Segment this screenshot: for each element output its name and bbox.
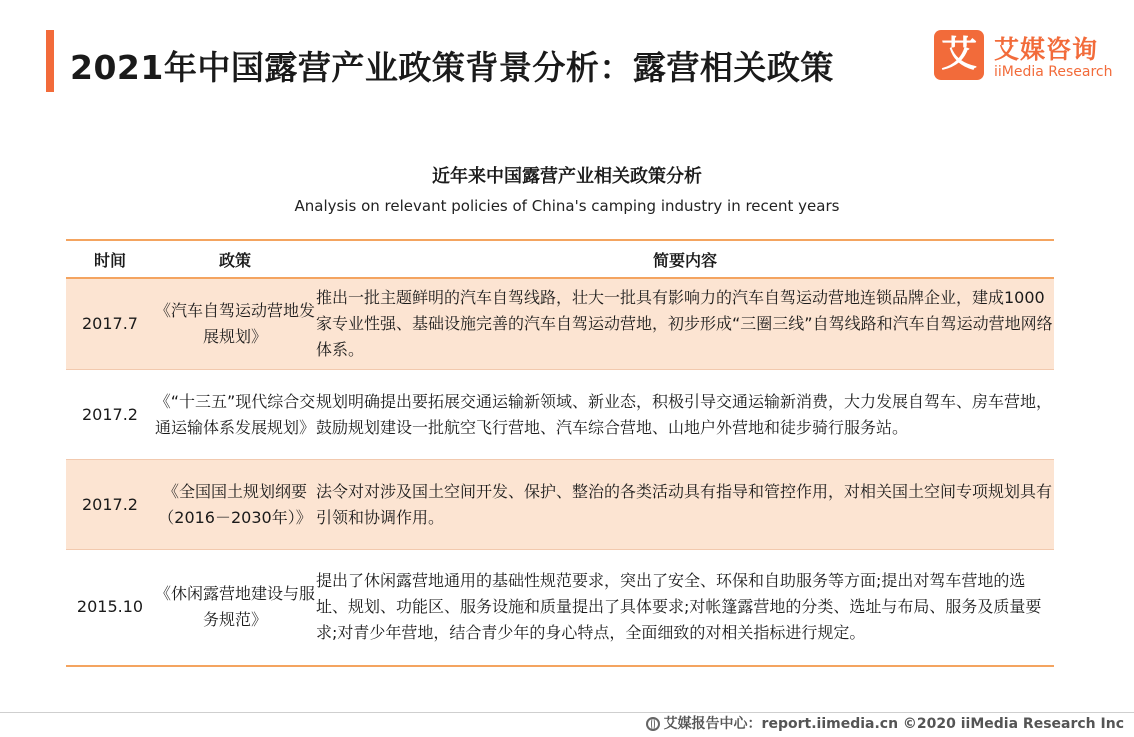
footer-text: 艾媒报告中心：report.iimedia.cn ©2020 iiMedia Research Inc [663, 716, 1124, 732]
row-content: 规划明确提出要拓展交通运输新领域、新业态，积极引导交通运输新消费，大力发展自驾车、房车营地，鼓励规划建设一批航空飞行营地、汽车综合营地、山地户外营地和徒步骑行服务站。 [316, 370, 1054, 460]
logo-en-text: iiMedia Research [994, 64, 1113, 80]
globe-icon [646, 717, 660, 731]
row-time: 2017.2 [66, 460, 154, 550]
table-row [66, 370, 1054, 460]
table-title-en: Analysis on relevant policies of China's camping industry in recent years [294, 197, 840, 215]
table-row [66, 550, 1054, 666]
row-content: 推出一批主题鲜明的汽车自驾线路，壮大一批具有影响力的汽车自驾运动营地连锁品牌企业，建成1000家专业性强、基础设施完善的汽车自驾运动营地，初步形成“三圈三线”自驾线路和汽车自驾运动营地网络体系。 [316, 278, 1054, 370]
title-accent-bar [46, 30, 54, 92]
row-policy: 《休闲露营地建设与服务规范》 [154, 550, 316, 666]
header-policy: 政策 [154, 240, 316, 278]
logo-cn-text: 艾媒咨询 [994, 35, 1099, 64]
row-content: 提出了休闲露营地通用的基础性规范要求，突出了安全、环保和自助服务等方面;提出对驾车营地的选址、规划、功能区、服务设施和质量提出了具体要求;对帐篷露营地的分类、选址与布局、服务及质量要求;对青少年营地，结合青少年的身心特点，全面细致的对相关指标进行规定。 [316, 550, 1054, 666]
row-policy: 《全国国土规划纲要（2016－2030年）》 [154, 460, 316, 550]
table-title-cn: 近年来中国露营产业相关政策分析 [432, 166, 702, 187]
row-time: 2017.7 [66, 278, 154, 370]
row-time: 2017.2 [66, 370, 154, 460]
table-row [66, 278, 1054, 370]
row-policy: 《汽车自驾运动营地发展规划》 [154, 278, 316, 370]
header-content: 简要内容 [316, 240, 1054, 278]
page-title: 2021年中国露营产业政策背景分析：露营相关政策 [70, 48, 834, 87]
iimedia-logo [934, 30, 1114, 86]
header-time: 时间 [66, 240, 154, 278]
row-time: 2015.10 [66, 550, 154, 666]
footer [646, 713, 1124, 733]
row-policy: 《“十三五”现代综合交通运输体系发展规划》 [154, 370, 316, 460]
table-row [66, 460, 1054, 550]
policy-table [66, 239, 1054, 667]
table-header-row [66, 240, 1054, 278]
logo-mark: 艾 [934, 30, 984, 80]
row-content: 法令对对涉及国土空间开发、保护、整治的各类活动具有指导和管控作用，对相关国土空间专项规划具有引领和协调作用。 [316, 460, 1054, 550]
